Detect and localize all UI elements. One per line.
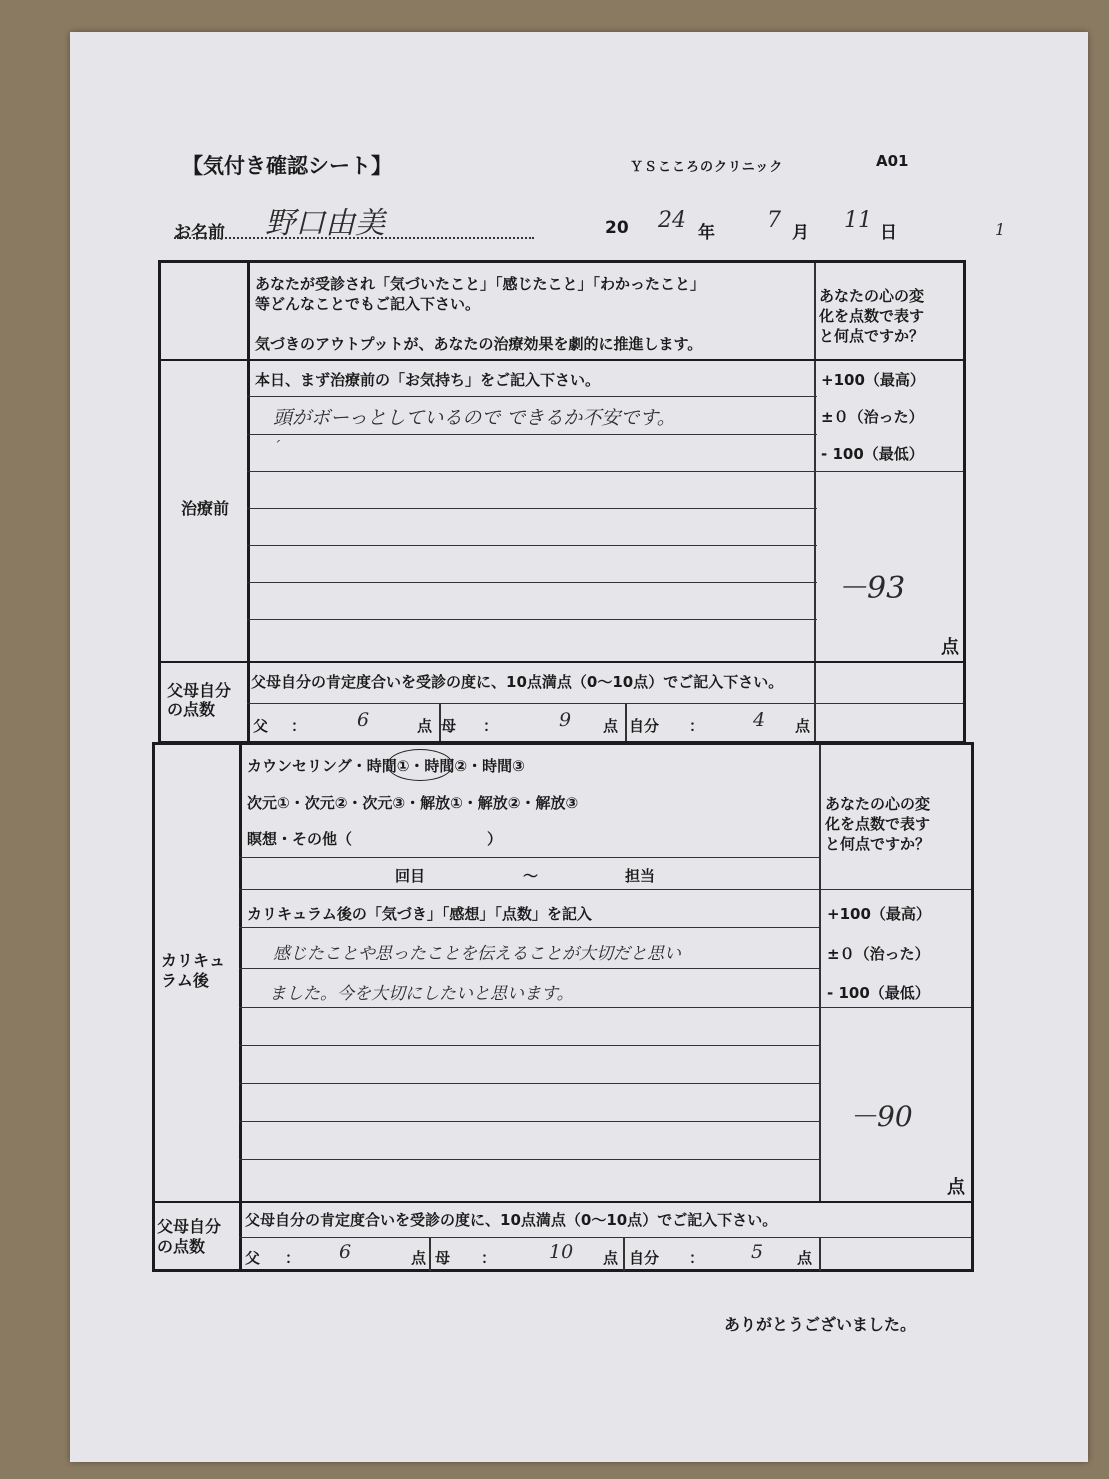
score-question2-2: 化を点数で表す bbox=[825, 815, 931, 833]
mother-colon: ： bbox=[483, 717, 499, 735]
clinic-name: ＹＳこころのクリニック bbox=[630, 160, 784, 175]
self-score: 4 bbox=[753, 709, 766, 731]
score-question2-3: と何点ですか？ bbox=[825, 835, 931, 853]
father2-unit: 点 bbox=[411, 1249, 427, 1267]
thanks-message: ありがとうございました。 bbox=[724, 1315, 917, 1334]
father-colon: ： bbox=[291, 717, 307, 735]
father-score: 6 bbox=[357, 709, 370, 731]
intro-line1: あなたが受診され「気づいたこと」「感じたこと」「わかったこと」 bbox=[255, 275, 706, 293]
before-table: あなたが受診され「気づいたこと」「感じたこと」「わかったこと」 等どんなことでもご記入下さい。 気づきのアウトプットが、あなたの治療効果を劇的に推進します。 あなたの心の変 化を点数で表す と何点ですか？ 治療前 父母自分 の点数 本日、まず治療前の「お気持ち」をご記入下さい。 頭がボーっとしているので できるか不安です。 ´ +100（最高） ±０（治った） - 100（最低） －93 点 父母自分の肯定度合いを受診の度に、10点満点（0～10点）でご記入下さい。 父 ： 6 点 母 ： 9 点 自分 ： 4 点 bbox=[158, 260, 966, 744]
section-before: 治療前 bbox=[181, 499, 230, 518]
sheet-code: A01 bbox=[876, 152, 909, 170]
sheet-title: 【気付き確認シート】 bbox=[182, 154, 392, 178]
tanto-label: 担当 bbox=[625, 867, 656, 885]
before-score: －93 bbox=[837, 571, 906, 606]
score-question2-1: あなたの心の変 bbox=[825, 795, 931, 813]
after-score-unit: 点 bbox=[947, 1177, 965, 1198]
date-prefix: 20 bbox=[605, 218, 629, 238]
mother-unit: 点 bbox=[603, 717, 619, 735]
before-answer: 頭がボーっとしているので できるか不安です。 bbox=[273, 407, 676, 429]
scale2-low: - 100（最低） bbox=[827, 984, 930, 1002]
rating-section-line2: の点数 bbox=[167, 700, 216, 719]
curriculum-options-3: 瞑想・その他（ ） bbox=[247, 830, 503, 848]
father-unit: 点 bbox=[417, 717, 433, 735]
rating2-instruction: 父母自分の肯定度合いを受診の度に、10点満点（0～10点）でご記入下さい。 bbox=[245, 1211, 778, 1229]
after-score: －90 bbox=[849, 1100, 913, 1133]
father2-colon: ： bbox=[285, 1249, 301, 1267]
self-colon: ： bbox=[689, 717, 705, 735]
curriculum-answer-1: 感じたことや思ったことを伝えることが大切だと思い bbox=[273, 944, 681, 964]
name-value: 野口由美 bbox=[265, 206, 385, 241]
date-month-label: 月 bbox=[792, 223, 809, 243]
scale-high: +100（最高） bbox=[821, 371, 925, 389]
date-day: 11 bbox=[844, 208, 872, 233]
self-unit: 点 bbox=[795, 717, 811, 735]
selected-circle bbox=[387, 749, 453, 781]
father2-label: 父 bbox=[245, 1249, 261, 1267]
score-question-1: あなたの心の変 bbox=[819, 287, 925, 305]
date-month: 7 bbox=[767, 208, 781, 233]
mother2-score: 10 bbox=[549, 1241, 574, 1263]
intro-line3: 気づきのアウトプットが、あなたの治療効果を劇的に推進します。 bbox=[255, 335, 703, 353]
mother-label: 母 bbox=[441, 717, 457, 735]
before-instruction: 本日、まず治療前の「お気持ち」をご記入下さい。 bbox=[255, 371, 601, 389]
after-table bbox=[152, 742, 974, 1272]
self2-unit: 点 bbox=[797, 1249, 813, 1267]
mother2-unit: 点 bbox=[603, 1249, 619, 1267]
scale-low: - 100（最低） bbox=[821, 445, 924, 463]
score-question-3: と何点ですか？ bbox=[819, 327, 925, 345]
score-question-2: 化を点数で表す bbox=[819, 307, 925, 325]
tilde: ～ bbox=[523, 867, 539, 885]
rating2-section-line2: の点数 bbox=[157, 1237, 206, 1256]
intro-line2: 等どんなことでもご記入下さい。 bbox=[255, 295, 481, 313]
curriculum-section-line2: ラム後 bbox=[161, 971, 209, 990]
curriculum-section-line1: カリキュ bbox=[161, 951, 226, 970]
date-year: 24 bbox=[658, 208, 686, 233]
scale2-zero: ±０（治った） bbox=[827, 945, 930, 963]
curriculum-answer-2: ました。今を大切にしたいと思います。 bbox=[269, 984, 574, 1004]
scale-zero: ±０（治った） bbox=[821, 408, 924, 426]
curriculum-options-2: 次元①・次元②・次元③・解放①・解放②・解放③ bbox=[247, 794, 579, 812]
before-score-unit: 点 bbox=[941, 637, 959, 658]
self2-colon: ： bbox=[689, 1249, 705, 1267]
self-label: 自分 bbox=[629, 717, 660, 735]
self2-label: 自分 bbox=[629, 1249, 660, 1267]
father-label: 父 bbox=[253, 717, 269, 735]
scale2-high: +100（最高） bbox=[827, 905, 931, 923]
mother-score: 9 bbox=[559, 709, 572, 731]
mother2-label: 母 bbox=[435, 1249, 451, 1267]
date-day-label: 日 bbox=[880, 223, 897, 243]
mother2-colon: ： bbox=[481, 1249, 497, 1267]
date-year-label: 年 bbox=[698, 223, 715, 243]
rating2-section-line1: 父母自分 bbox=[157, 1217, 222, 1236]
sheet bbox=[70, 32, 1088, 1462]
self2-score: 5 bbox=[751, 1241, 764, 1263]
kaime-label: 回目 bbox=[395, 867, 426, 885]
date-mark: 1 bbox=[995, 220, 1006, 239]
curriculum-instruction: カリキュラム後の「気づき」「感想」「点数」を記入 bbox=[247, 905, 592, 923]
father2-score: 6 bbox=[339, 1241, 352, 1263]
curriculum-options-1: カウンセリング・時間①・時間②・時間③ bbox=[247, 757, 525, 775]
name-label: お名前 bbox=[174, 223, 225, 243]
rating-section-line1: 父母自分 bbox=[167, 681, 232, 700]
rating-instruction: 父母自分の肯定度合いを受診の度に、10点満点（0～10点）でご記入下さい。 bbox=[251, 673, 784, 691]
